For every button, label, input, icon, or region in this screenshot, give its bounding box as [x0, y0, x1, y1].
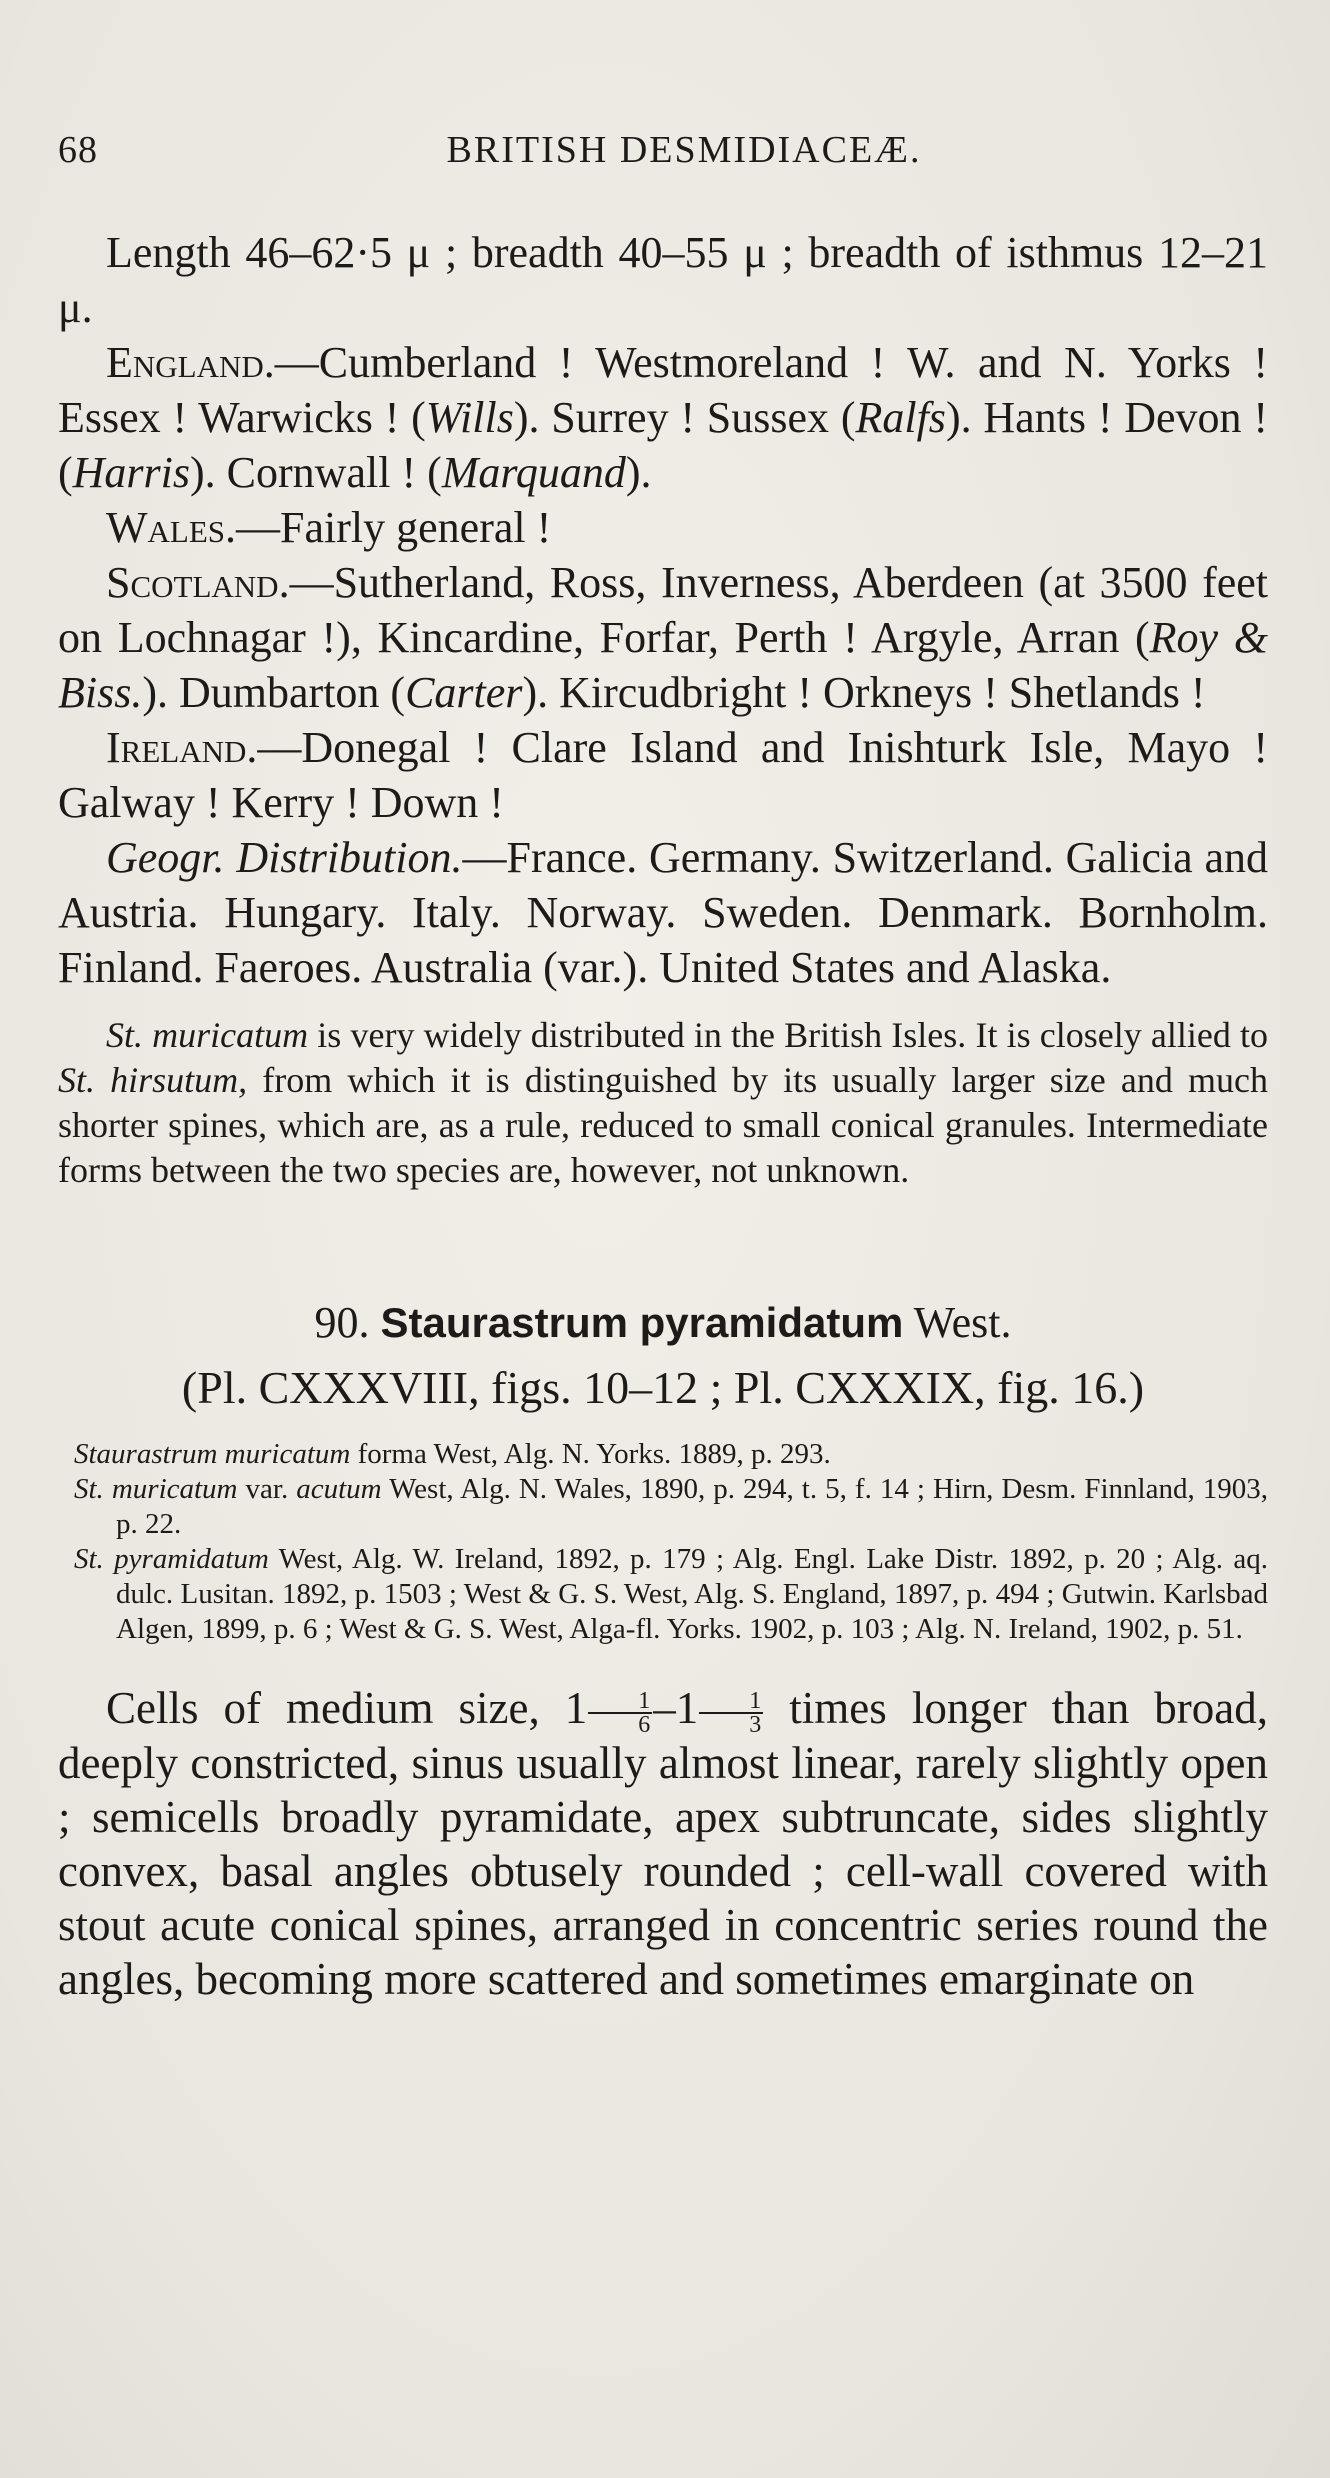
species-name: St. muricatum [106, 1015, 309, 1055]
fraction-whole: 1 [675, 1683, 699, 1733]
ireland-text: —Donegal ! Clare Island and Inishturk Isle, Mayo ! Galway ! Kerry ! Down ! [58, 723, 1268, 827]
remarks-text: from which it is distinguished by its usually larger size and much shorter spines, which are, as a rule, reduced to small conical granules. Intermediate forms between the two species are, however, not unknown. [58, 1060, 1268, 1190]
england-distribution [58, 335, 1268, 500]
species-number: 90. [314, 1298, 370, 1347]
region-label-ireland: Ireland. [106, 723, 258, 772]
species-author: West. [913, 1298, 1012, 1347]
ireland-distribution [58, 720, 1268, 830]
citation-text: West, Alg. N. Wales, 1890, p. 294, t. 5, f. 14 ; Hirn, Desm. Finnland, 1903, p. 22. [116, 1473, 1268, 1540]
synonymy-entry [58, 1542, 1268, 1647]
collector-name: Wills [425, 393, 514, 442]
plate-references: (Pl. CXXXVIII, figs. 10–12 ; Pl. CXXXIX, fig. 16.) [181, 1362, 1145, 1413]
wales-text: —Fairly general ! [236, 503, 552, 552]
england-text: ). Cornwall ! ( [190, 448, 442, 497]
species-heading [58, 1293, 1268, 1353]
geographic-distribution [58, 830, 1268, 995]
collector-name: Carter [405, 668, 523, 717]
fraction-whole: 1 [564, 1683, 588, 1733]
collector-name: Ralfs [855, 393, 946, 442]
collector-name: Marquand [441, 448, 626, 497]
england-text: ). Surrey ! Sussex ( [513, 393, 856, 442]
taxon-name: Staurastrum muricatum [74, 1438, 351, 1470]
collector-name: Harris [72, 448, 191, 497]
fraction [588, 1687, 652, 1738]
england-text: ). [625, 448, 652, 497]
page-body [58, 225, 1268, 2006]
fraction-denominator: 3 [749, 1711, 762, 1738]
england-text: —Cumberland ! Westmoreland ! W. and N. Yorks ! Essex ! Warwicks ! ( [58, 338, 1268, 442]
scotland-distribution [58, 555, 1268, 720]
fraction-numerator: 1 [699, 1690, 763, 1714]
remarks-paragraph [58, 1013, 1268, 1193]
fraction-denominator: 6 [638, 1711, 651, 1738]
species-name: St. hirsutum, [58, 1060, 248, 1100]
region-label-scotland: Scotland. [106, 558, 290, 607]
england-text: ). Hants ! Devon ! ( [58, 393, 1268, 497]
fraction-numerator: 1 [588, 1690, 652, 1714]
synonymy-entry [58, 1437, 1268, 1472]
citation-text: forma West, Alg. N. Yorks. 1889, p. 293. [350, 1438, 831, 1470]
measurements-paragraph: Length 46–62·5 μ ; breadth 40–55 μ ; breadth of isthmus 12–21 μ. [58, 228, 1268, 332]
geogr-label: Geogr. Distribution. [106, 833, 463, 882]
citation-text: var. [237, 1473, 297, 1505]
remarks-text: is very widely distributed in the British Isles. It is closely allied to [308, 1015, 1268, 1055]
running-header [58, 128, 1270, 178]
synonymy-entry [58, 1472, 1268, 1542]
taxon-name: St. pyramidatum [74, 1543, 269, 1575]
geogr-text: —France. Germany. Switzerland. Galicia and Austria. Hungary. Italy. Norway. Sweden. Denmark. Bornholm. Finland. Faeroes. Australia (var.). United States and Alaska. [58, 833, 1268, 992]
region-label-england: England. [106, 338, 275, 387]
scotland-text: ). Kircudbright ! Orkneys ! Shetlands ! [522, 668, 1206, 717]
running-title: BRITISH DESMIDIACEÆ. [446, 129, 922, 171]
region-label-wales: Wales. [106, 503, 237, 552]
page-number: 68 [58, 129, 98, 171]
description-text: Cells of medium size, [106, 1683, 565, 1733]
taxon-name: St. muricatum [74, 1473, 238, 1505]
description-paragraph [58, 1681, 1268, 2006]
synonymy-list [58, 1437, 1268, 1647]
description-text: times longer than broad, deeply constricted, sinus usually almost linear, rarely slightly open ; semicells broadly pyramidate, apex subtruncate, sides slightly convex, basal angles obtusely rounded ; cell-wall covered with stout acute conical spines, arranged in concentric series round the angles, becoming more scattered and sometimes emarginate on [58, 1683, 1269, 2004]
species-name: Staurastrum pyramidatum [380, 1299, 904, 1346]
collector-name: Roy & Biss. [58, 613, 1268, 717]
range-dash: – [653, 1683, 676, 1733]
wales-distribution [58, 500, 1268, 555]
taxon-name: acutum [296, 1473, 382, 1505]
scotland-text: —Sutherland, Ross, Inverness, Aberdeen (at 3500 feet on Lochnagar !), Kincardine, Forfar, Perth ! Argyle, Arran ( [58, 558, 1268, 662]
fraction [699, 1687, 763, 1738]
citation-text: West, Alg. W. Ireland, 1892, p. 179 ; Alg. Engl. Lake Distr. 1892, p. 20 ; Alg. aq. dulc. Lusitan. 1892, p. 1503 ; West & G. S. West, Alg. S. England, 1897, p. 494 ; Gutwin. Karlsbad Algen, 1899, p. 6 ; West & G. S. West, Alga-fl. Yorks. 1902, p. 103 ; Alg. N. Ireland, 1902, p. 51. [116, 1543, 1269, 1645]
scotland-text: ). Dumbarton ( [142, 668, 406, 717]
